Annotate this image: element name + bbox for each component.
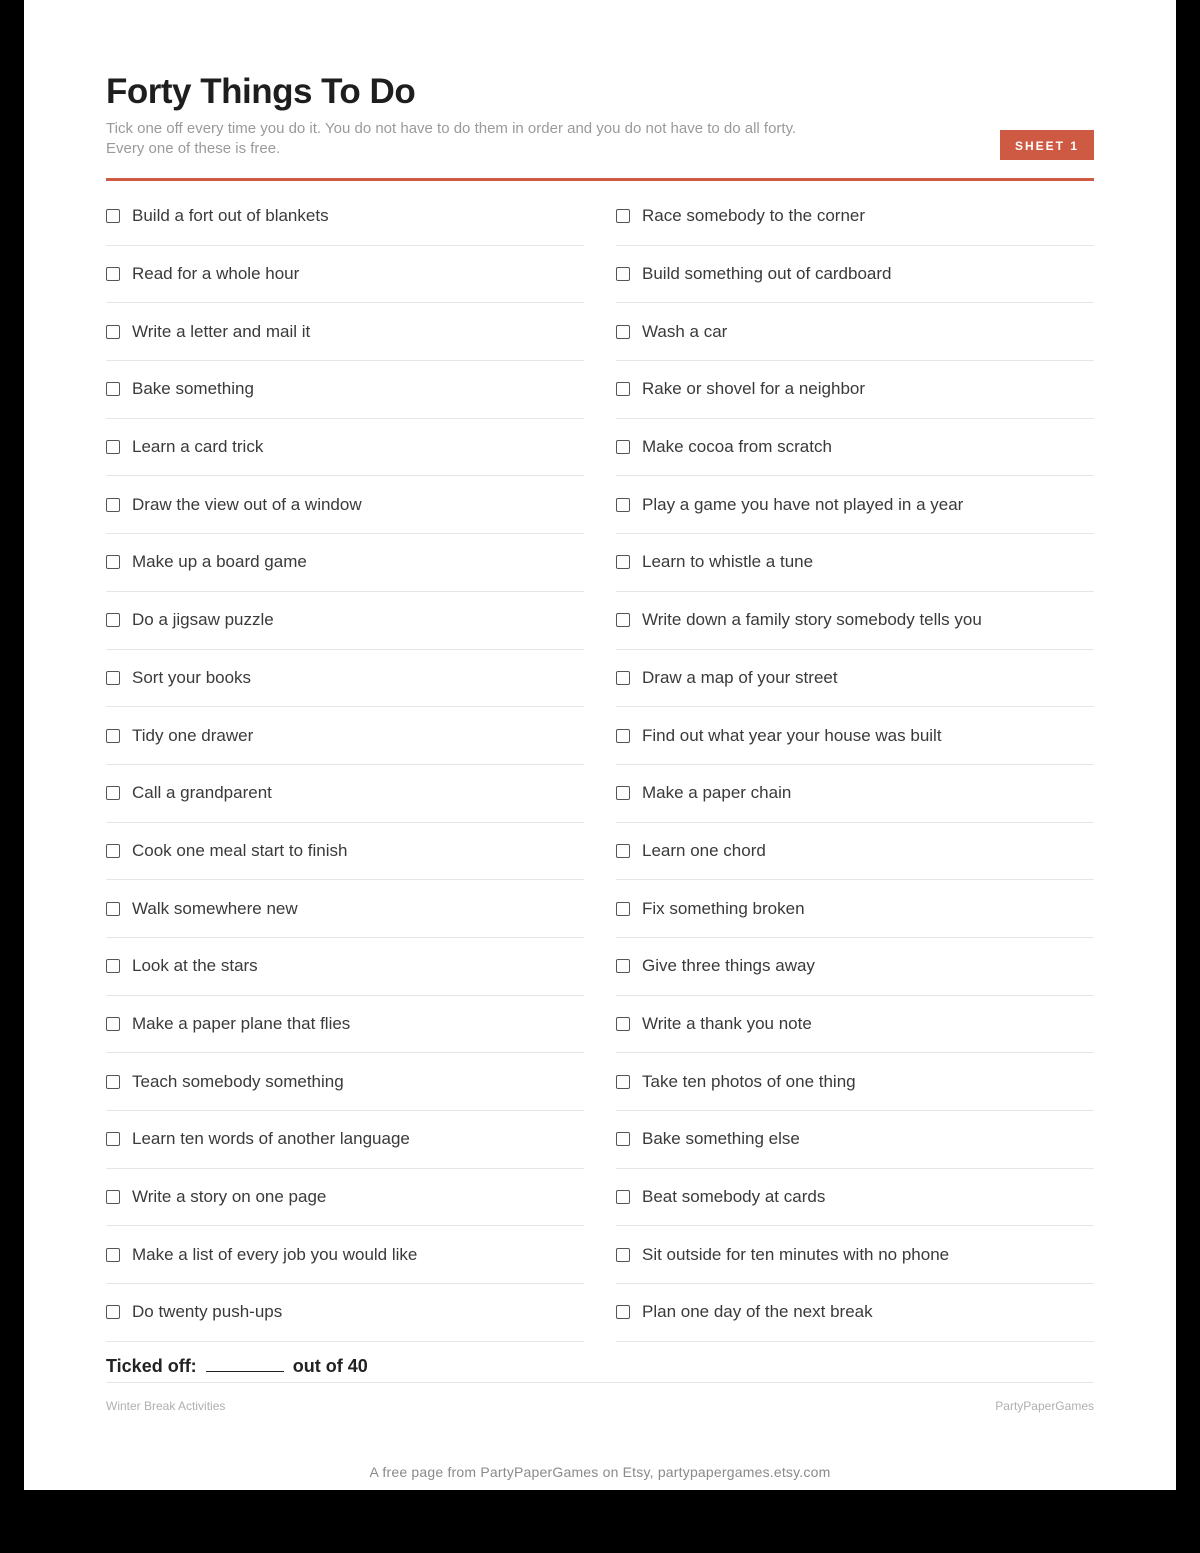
checklist-item: [106, 476, 584, 534]
checklist-item: [616, 707, 1094, 765]
checklist-item-label: Race somebody to the corner: [642, 206, 866, 226]
checkbox[interactable]: [106, 1190, 120, 1204]
checklist-item: [616, 1226, 1094, 1284]
checklist-item: [616, 592, 1094, 650]
checkbox[interactable]: [616, 1017, 630, 1031]
checkbox[interactable]: [106, 613, 120, 627]
checklist-item: [616, 1169, 1094, 1227]
checkbox[interactable]: [616, 209, 630, 223]
checklist-item-label: Plan one day of the next break: [642, 1302, 873, 1322]
checklist-item: [106, 419, 584, 477]
checklist-item-label: Tidy one drawer: [132, 725, 254, 745]
checklist-item-label: Bake something else: [642, 1129, 800, 1149]
checkbox[interactable]: [106, 1132, 120, 1146]
checkbox[interactable]: [616, 382, 630, 396]
checklist-item: [616, 938, 1094, 996]
checklist-item-label: Take ten photos of one thing: [642, 1071, 856, 1091]
checklist-item-label: Teach somebody something: [132, 1071, 344, 1091]
checklist-item-label: Make a paper plane that flies: [132, 1013, 351, 1033]
checklist-item: [616, 823, 1094, 881]
checklist-item: [106, 650, 584, 708]
page-title: Forty Things To Do: [106, 72, 416, 111]
checkbox[interactable]: [106, 209, 120, 223]
checklist-item-label: Look at the stars: [132, 956, 258, 976]
checklist-item: [616, 1111, 1094, 1169]
checklist-item: [616, 188, 1094, 246]
checkbox[interactable]: [106, 1075, 120, 1089]
checklist-item: [106, 1053, 584, 1111]
checkbox[interactable]: [616, 1132, 630, 1146]
activity-checklist: [106, 188, 1094, 1342]
checklist-item: [106, 880, 584, 938]
header-divider: [106, 178, 1094, 181]
checklist-item-label: Sort your books: [132, 667, 252, 687]
ticked-off-total: [106, 1356, 1094, 1383]
checkbox[interactable]: [616, 959, 630, 973]
checklist-item-label: Call a grandparent: [132, 783, 272, 803]
footer-credit: A free page from PartyPaperGames on Etsy, partypapergames.etsy.com: [369, 1464, 831, 1480]
checklist-item: [616, 419, 1094, 477]
checklist-item-label: Walk somewhere new: [132, 898, 298, 918]
checklist-item: [106, 1284, 584, 1342]
checkbox[interactable]: [616, 498, 630, 512]
checklist-item-label: Rake or shovel for a neighbor: [642, 379, 866, 399]
checkbox[interactable]: [616, 844, 630, 858]
checklist-item: [616, 650, 1094, 708]
checkbox[interactable]: [106, 786, 120, 800]
checklist-item: [106, 303, 584, 361]
checklist-item: [616, 246, 1094, 304]
checklist-item-label: Make cocoa from scratch: [642, 437, 832, 457]
checklist-item-label: Do twenty push-ups: [132, 1302, 283, 1322]
checklist-item: [106, 188, 584, 246]
checkbox[interactable]: [106, 498, 120, 512]
checkbox[interactable]: [106, 1248, 120, 1262]
checklist-item: [106, 938, 584, 996]
checklist-item-label: Bake something: [132, 379, 254, 399]
checklist-item-label: Make up a board game: [132, 552, 307, 572]
checklist-item: [616, 996, 1094, 1054]
checkbox[interactable]: [616, 671, 630, 685]
checklist-item: [106, 592, 584, 650]
checklist-item: [106, 707, 584, 765]
checkbox[interactable]: [616, 902, 630, 916]
checklist-item: [106, 246, 584, 304]
checklist-item: [106, 823, 584, 881]
checklist-item: [106, 1169, 584, 1227]
checkbox[interactable]: [106, 671, 120, 685]
checkbox[interactable]: [106, 1305, 120, 1319]
checklist-item: [616, 303, 1094, 361]
sheet-badge: SHEET 1: [1000, 130, 1094, 160]
checklist-item: [106, 1226, 584, 1284]
checkbox[interactable]: [106, 902, 120, 916]
checklist-item-label: Wash a car: [642, 321, 728, 341]
checklist-item-label: Sit outside for ten minutes with no phone: [642, 1244, 950, 1264]
checklist-item-label: Make a list of every job you would like: [132, 1244, 418, 1264]
checkbox[interactable]: [106, 844, 120, 858]
checkbox[interactable]: [106, 1017, 120, 1031]
worksheet-page: [24, 0, 1176, 1490]
footer-right: PartyPaperGames: [995, 1399, 1094, 1413]
footer-left: Winter Break Activities: [106, 1399, 226, 1413]
checklist-item: [106, 765, 584, 823]
total-blank-line[interactable]: [206, 1357, 284, 1372]
checklist-item: [106, 361, 584, 419]
checklist-item-label: Learn ten words of another language: [132, 1129, 410, 1149]
checklist-item: [106, 996, 584, 1054]
checkbox[interactable]: [616, 1075, 630, 1089]
checklist-item-label: Build a fort out of blankets: [132, 206, 329, 226]
checklist-item-label: Write a letter and mail it: [132, 321, 311, 341]
page-subtitle: Tick one off every time you do it. You do not have to do them in order and you do not have to do all forty. Every one of these is free.: [106, 120, 797, 157]
checklist-item-label: Learn a card trick: [132, 437, 264, 457]
checklist-item: [616, 1053, 1094, 1111]
checkbox[interactable]: [106, 440, 120, 454]
checklist-item-label: Learn one chord: [642, 840, 766, 860]
checklist-item-label: Draw the view out of a window: [132, 494, 362, 514]
checklist-item: [616, 534, 1094, 592]
checklist-item-label: Learn to whistle a tune: [642, 552, 814, 572]
checklist-item-label: Draw a map of your street: [642, 667, 838, 687]
checklist-item: [106, 1111, 584, 1169]
checkbox[interactable]: [616, 1305, 630, 1319]
checkbox[interactable]: [106, 555, 120, 569]
checklist-item: [616, 361, 1094, 419]
checklist-item: [616, 1284, 1094, 1342]
checkbox[interactable]: [616, 1248, 630, 1262]
checkbox[interactable]: [616, 1190, 630, 1204]
checklist-item-label: Find out what year your house was built: [642, 725, 942, 745]
checklist-item-label: Give three things away: [642, 956, 815, 976]
checkbox[interactable]: [616, 440, 630, 454]
checklist-item-label: Read for a whole hour: [132, 264, 300, 284]
checkbox[interactable]: [616, 555, 630, 569]
checklist-item-label: Write a story on one page: [132, 1187, 327, 1207]
checkbox[interactable]: [616, 267, 630, 281]
checkbox[interactable]: [616, 729, 630, 743]
checkbox[interactable]: [106, 267, 120, 281]
checklist-item: [106, 534, 584, 592]
checklist-item-label: Write a thank you note: [642, 1013, 812, 1033]
total-suffix: out of 40: [292, 1356, 368, 1376]
checkbox[interactable]: [106, 729, 120, 743]
checklist-item-label: Make a paper chain: [642, 783, 792, 803]
checkbox[interactable]: [106, 959, 120, 973]
checkbox[interactable]: [106, 325, 120, 339]
checklist-item-label: Fix something broken: [642, 898, 805, 918]
checkbox[interactable]: [616, 325, 630, 339]
checklist-item-label: Beat somebody at cards: [642, 1187, 826, 1207]
checkbox[interactable]: [616, 613, 630, 627]
total-prefix: Ticked off:: [106, 1356, 197, 1376]
checklist-item-label: Build something out of cardboard: [642, 264, 892, 284]
checklist-item: [616, 765, 1094, 823]
checklist-item-label: Do a jigsaw puzzle: [132, 610, 274, 630]
checkbox[interactable]: [616, 786, 630, 800]
checklist-item-label: Write down a family story somebody tells you: [642, 610, 982, 630]
checklist-item-label: Cook one meal start to finish: [132, 840, 348, 860]
checklist-item: [616, 476, 1094, 534]
checkbox[interactable]: [106, 382, 120, 396]
checklist-item-label: Play a game you have not played in a year: [642, 494, 964, 514]
checklist-item: [616, 880, 1094, 938]
